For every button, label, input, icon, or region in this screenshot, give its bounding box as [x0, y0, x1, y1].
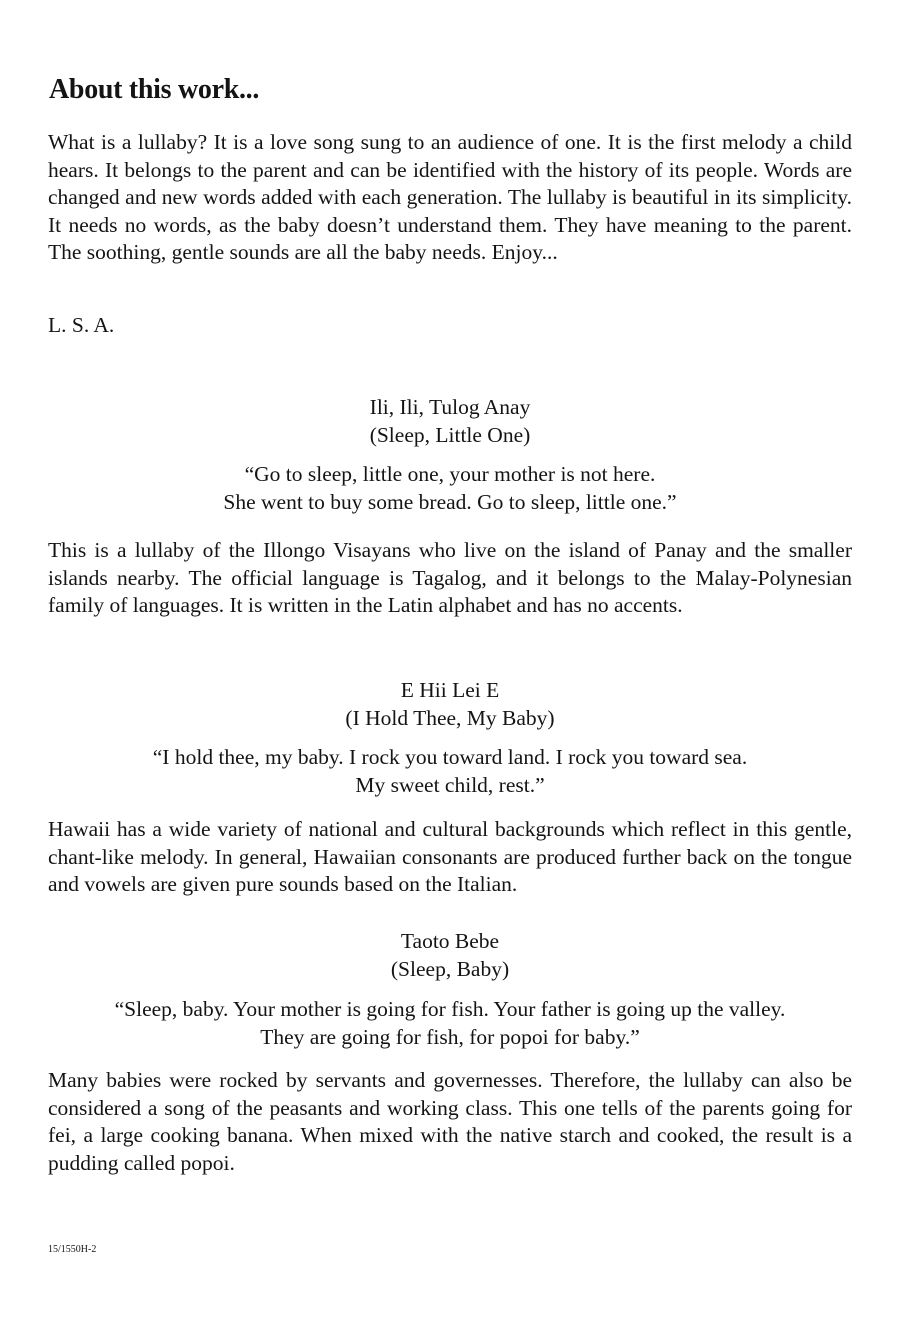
song-3-title: Taoto Bebe: [400, 929, 500, 953]
song-2-heading: [0, 677, 900, 732]
song-1-subtitle: (Sleep, Little One): [369, 422, 531, 447]
song-1-quote-line-2: She went to buy some bread. Go to sleep, little one.”: [223, 489, 677, 514]
catalog-code: 15/1550H-2: [48, 1244, 97, 1255]
song-1-quote: [0, 461, 900, 516]
page-heading: About this work...: [49, 74, 260, 105]
song-3-heading: [0, 928, 900, 983]
song-1-description: This is a lullaby of the Illongo Visayans who live on the island of Panay and the smaller islands nearby. The official language is Tagalog, and it belongs to the Malay-Polynesian family of languages. It is written in the Latin alphabet and has no accents.: [48, 538, 852, 618]
song-1-quote-line-1: “Go to sleep, little one, your mother is not here.: [244, 462, 656, 486]
song-2-title: E Hii Lei E: [400, 678, 500, 702]
intro-paragraph: What is a lullaby? It is a love song sung to an audience of one. It is the first melody a child hears. It belongs to the parent and can be identified with the history of its people. Words are changed and new words added with each generation. The lullaby is beautiful in its simplicity. It needs no words, as the baby doesn’t understand them. They have meaning to the parent. The soothing, gentle sounds are all the baby needs. Enjoy...: [48, 130, 852, 265]
song-2-subtitle: (I Hold Thee, My Baby): [345, 705, 555, 730]
song-3-quote: [0, 996, 900, 1051]
song-3-description: Many babies were rocked by servants and governesses. Therefore, the lullaby can also be considered a song of the peasants and working class. This one tells of the parents going for fei, a large cooking banana. When mixed with the native starch and cooked, the result is a pudding called popoi.: [48, 1068, 852, 1175]
song-1-title: Ili, Ili, Tulog Anay: [369, 395, 531, 419]
song-3-subtitle: (Sleep, Baby): [390, 956, 510, 981]
song-1-heading: [0, 394, 900, 449]
song-2-quote-line-2: My sweet child, rest.”: [355, 772, 545, 797]
song-3-quote-line-2: They are going for fish, for popoi for baby.”: [260, 1024, 640, 1049]
song-2-quote: [0, 744, 900, 799]
song-3-quote-line-1: “Sleep, baby. Your mother is going for fish. Your father is going up the valley.: [114, 997, 786, 1021]
song-2-quote-line-1: “I hold thee, my baby. I rock you toward land. I rock you toward sea.: [152, 745, 748, 769]
author-initials: L. S. A.: [48, 313, 115, 337]
song-2-description: Hawaii has a wide variety of national and cultural backgrounds which reflect in this gentle, chant-like melody. In general, Hawaiian consonants are produced further back on the tongue and vowels are given pure sounds based on the Italian.: [48, 817, 852, 897]
